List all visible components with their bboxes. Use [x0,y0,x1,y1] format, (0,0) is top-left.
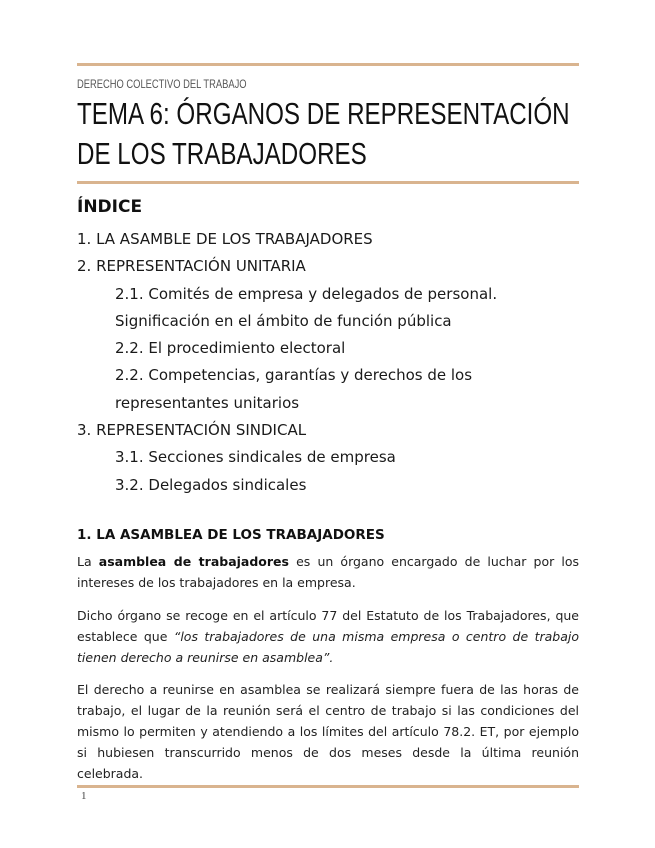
page-title: TEMA 6: ÓRGANOS DE REPRESENTACIÓN DE LOS TRABAJADORES [77,96,570,171]
footer-divider [77,785,579,788]
legal-quote: “los trabajadores de una misma empresa o centro de trabajo tienen derecho a reunirse en asamblea”. [77,629,579,665]
paragraph-legal-basis [77,605,579,668]
page-number: 1 [81,790,87,802]
paragraph-conditions: El derecho a reunirse en asamblea se realizará siempre fuera de las horas de trabajo, el lugar de la reunión será el centro de trabajo si las condiciones del mismo lo permiten y atendiendo a los límites del artículo 78.2. ET, por ejemplo si hubiesen transcurrido menos de dos meses desde la última reunión celebrada. [77,682,579,781]
paragraph-text: La [77,554,99,569]
section-heading: 1. LA ASAMBLEA DE LOS TRABAJADORES [77,527,385,543]
paragraph-text: Dicho órgano se recoge en el artículo 77 del Estatuto de los Trabajadores, que establece que [77,608,579,644]
toc-item: 1. LA ASAMBLE DE LOS TRABAJADORES [77,230,373,248]
toc-item: 3. REPRESENTACIÓN SINDICAL [77,421,307,440]
toc-subitem: 3.2. Delegados sindicales [115,475,307,494]
toc-item: 2. REPRESENTACIÓN UNITARIA [77,257,306,276]
toc-subitem: 2.2. Competencias, garantías y derechos de los representantes unitarios [115,366,473,412]
paragraph-definition [77,551,579,593]
top-divider [77,63,579,66]
toc-subitem: 2.1. Comités de empresa y delegados de personal. Significación en el ámbito de función pública [115,284,498,330]
index-heading: ÍNDICE [77,197,143,217]
title-divider [77,181,579,184]
bold-term: asamblea de trabajadores [98,554,289,569]
toc-subitem: 3.1. Secciones sindicales de empresa [115,448,396,467]
subject-label: DERECHO COLECTIVO DEL TRABAJO [77,77,247,91]
table-of-contents [77,226,579,499]
paragraph-text: es un órgano encargado de luchar por los intereses de los trabajadores en la empresa. [77,554,579,590]
toc-subitem: 2.2. El procedimiento electoral [115,339,346,358]
